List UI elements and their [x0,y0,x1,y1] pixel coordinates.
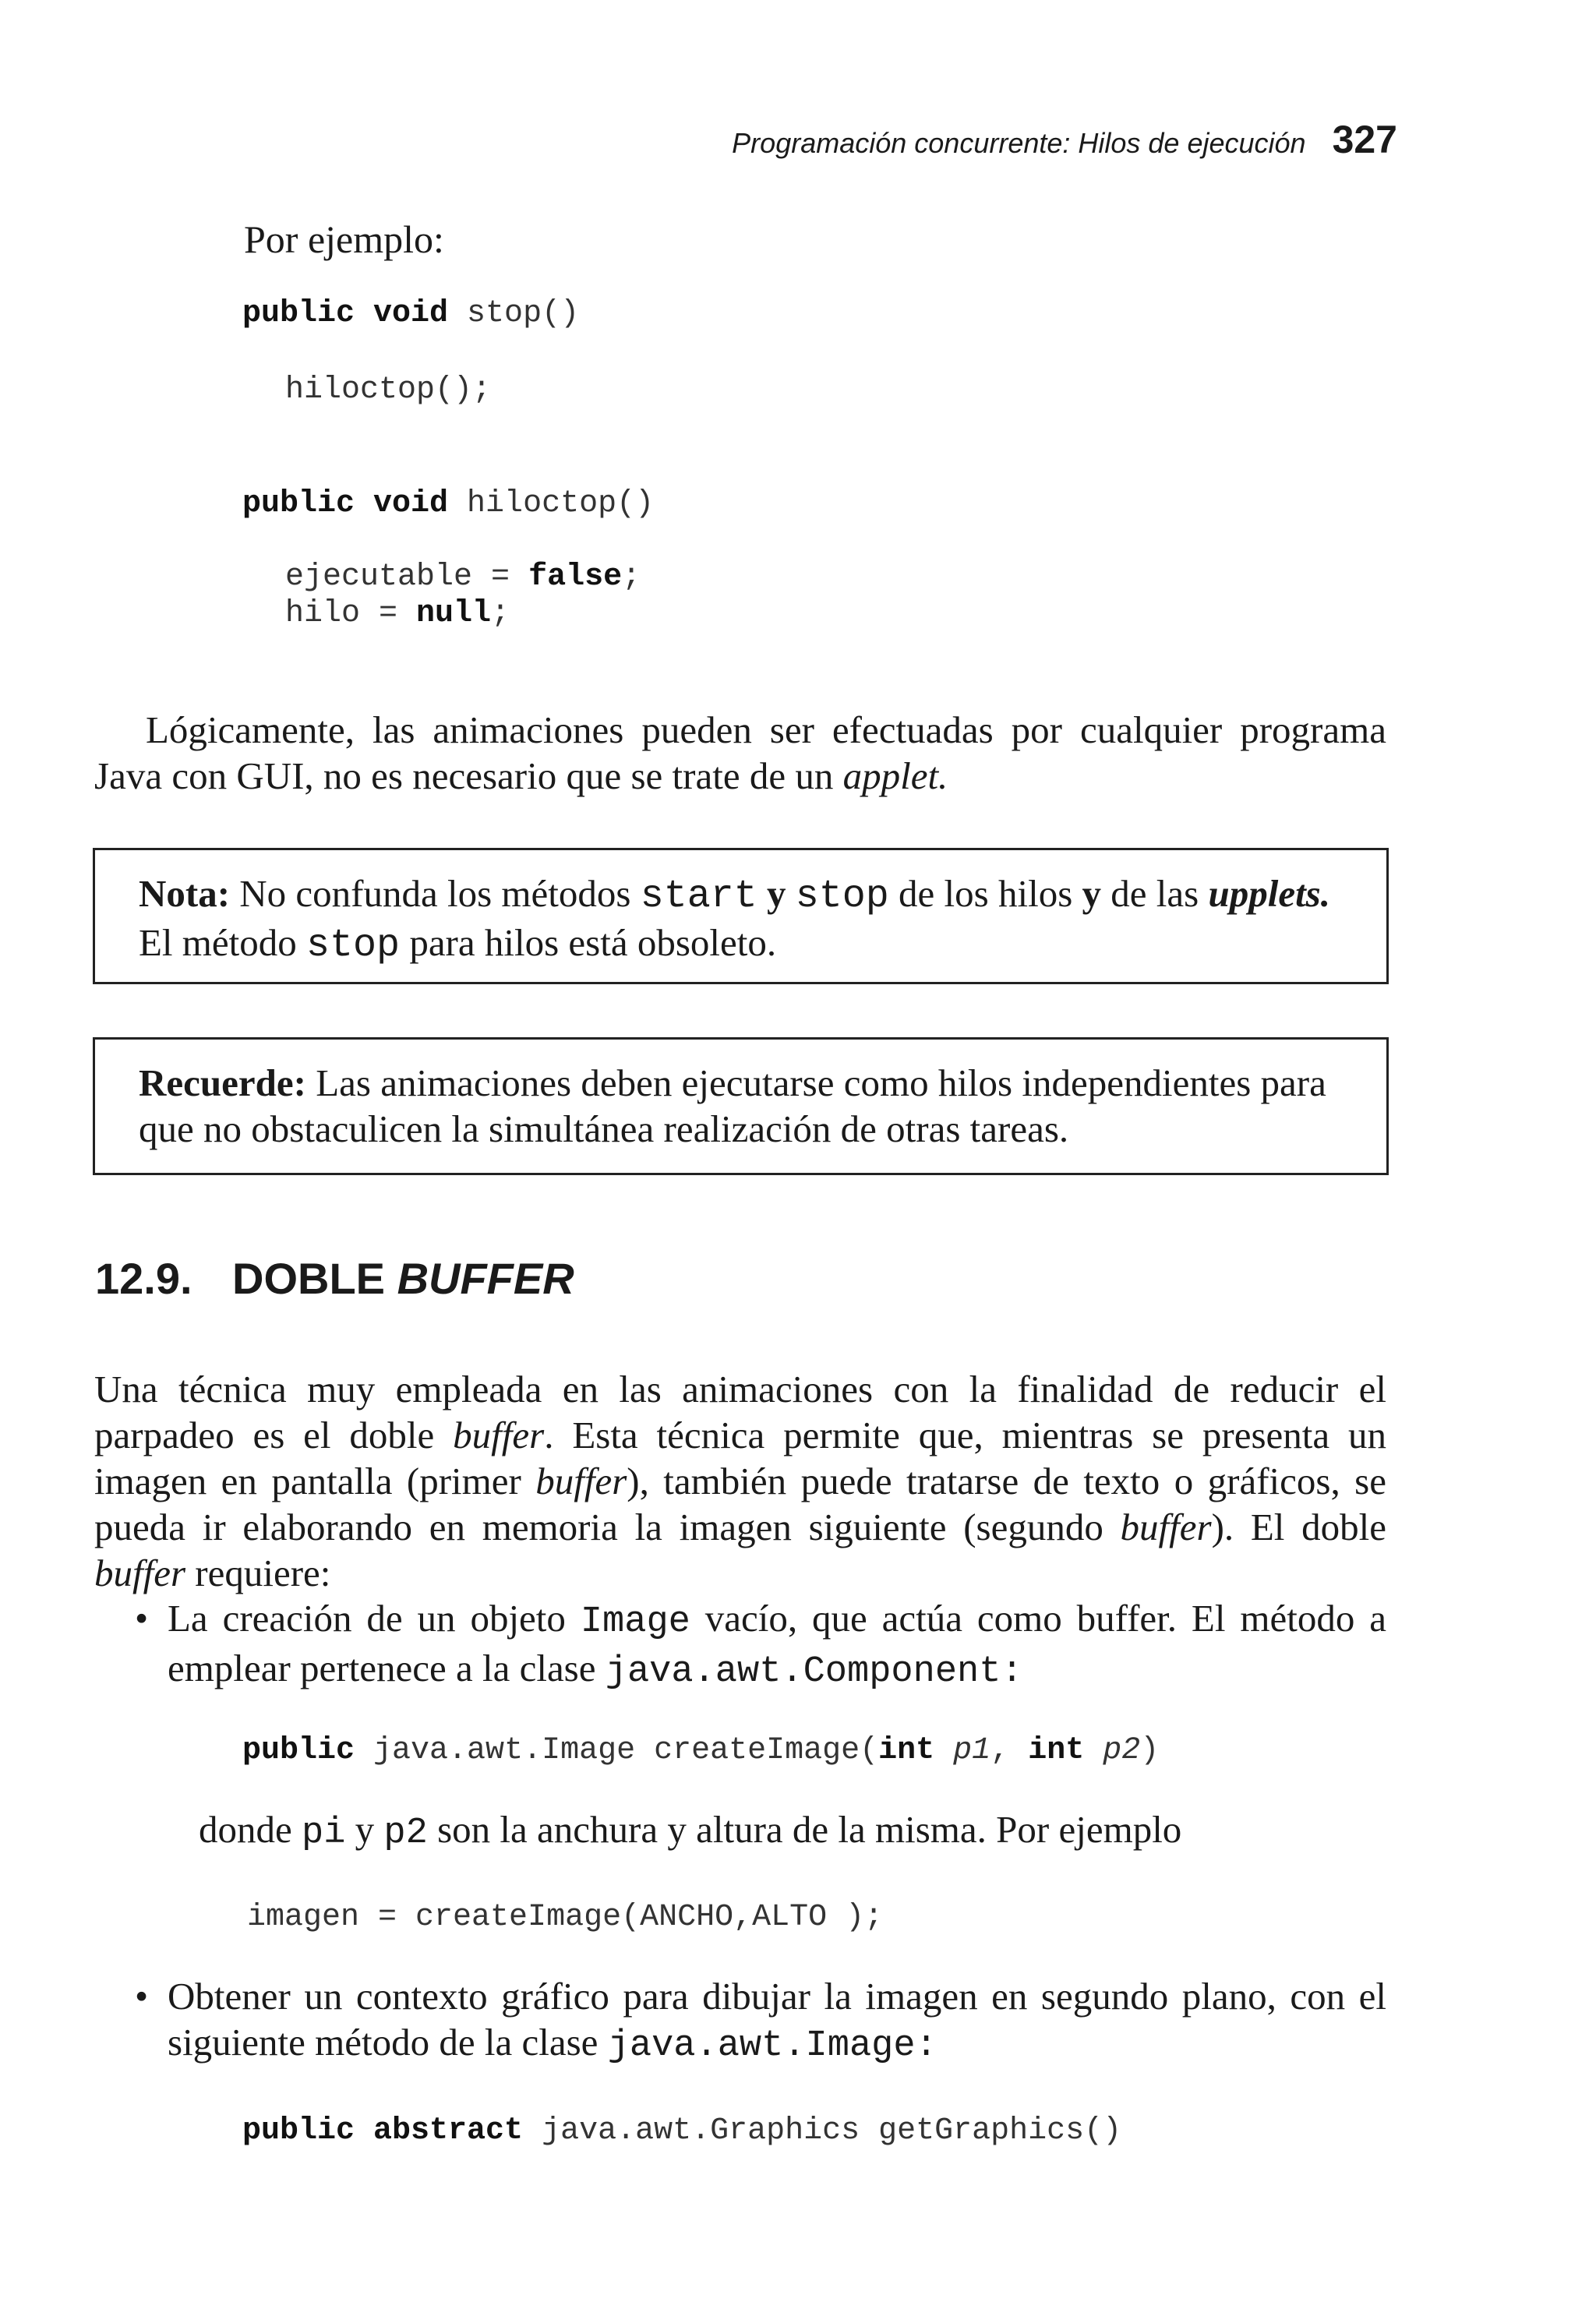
section-heading: 12.9. DOBLE BUFFER [95,1254,574,1303]
code-line: public java.awt.Image createImage(int p1, int p2) [242,1733,1160,1768]
header-title: Programación concurrente: Hilos de ejecución [732,127,1306,159]
code-line: public void hiloctop() [242,486,655,521]
intro-text: Por ejemplo: [244,217,444,261]
paragraph: Lógicamente, las animaciones pueden ser efectuadas por cualquier programa Java con GUI, no es necesario que se trate de un applet. [94,708,1386,797]
code-line: ejecutable = false; [285,560,641,595]
bullet-icon: • [135,1597,149,1640]
list-item: • La creación de un objeto Image vacío, que actúa como buffer. El método a emplear pertenece a la clase java.awt.Component: [135,1597,1386,1693]
code-line: public abstract java.awt.Graphics getGraphics() [242,2113,1122,2148]
text-line: donde pi y p2 son la anchura y altura de la misma. Por ejemplo [199,1808,1182,1854]
code-line: public void stop() [242,296,580,331]
note-box: Nota: No confunda los métodos start y stop de los hilos y de las upplets. El método stop para hilos está obsoleto. [93,848,1389,984]
code-line: hiloctop(); [285,372,492,408]
paragraph: Una técnica muy empleada en las animaciones con la finalidad de reducir el parpadeo es el doble buffer. Esta técnica permite que, mientras se presenta un imagen en pantalla (primer buffer), también puede tratarse de texto o gráficos, se pueda ir elaborando en memoria la imagen siguiente (segundo buffer). El doble buffer requiere: [94,1368,1387,1594]
page-number: 327 [1332,118,1397,161]
list-item: • Obtener un contexto gráfico para dibujar la imagen en segundo plano, con el siguiente método de la clase java.awt.Image: [135,1975,1386,2067]
bullet-icon: • [135,1975,149,2018]
code-line: imagen = createImage(ANCHO,ALTO ); [247,1900,884,1935]
running-header [732,117,1397,162]
code-line: hilo = null; [285,596,510,631]
remember-box: Recuerde: Las animaciones deben ejecutarse como hilos independientes para que no obstaculicen la simultánea realización de otras tareas. [93,1037,1389,1175]
